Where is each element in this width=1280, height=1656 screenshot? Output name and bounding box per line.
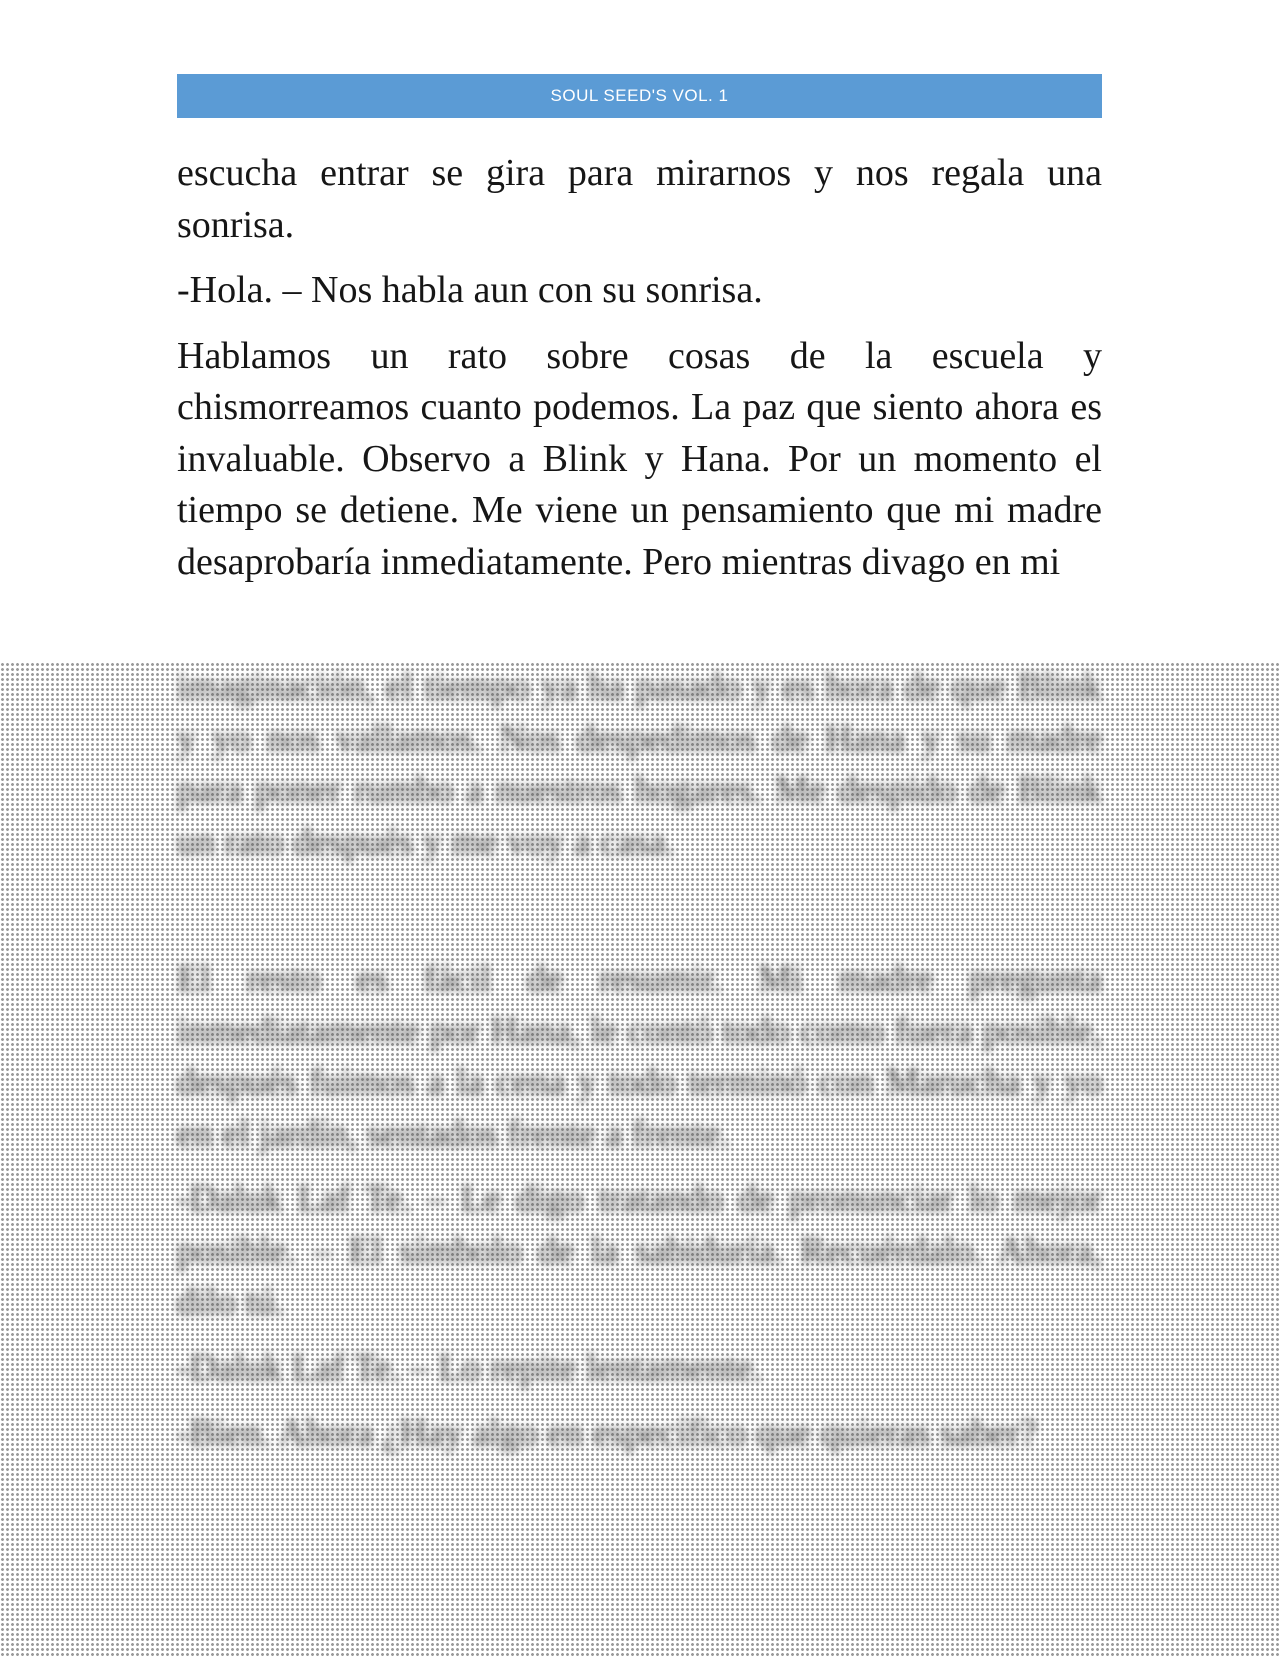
paragraph: -Hola. – Nos habla aun con su sonrisa. <box>177 269 763 311</box>
paragraph-gap <box>177 882 1102 954</box>
body-text <box>177 148 1102 602</box>
paragraph: escucha entrar se gira para mirarnos y nos regala una sonrisa. <box>177 152 1102 246</box>
header-title: SOUL SEED'S VOL. 1 <box>550 86 729 105</box>
blurred-paragraph: -Bien. Ahora ¿Hay algo en específico que quieras saber? <box>177 1412 1037 1454</box>
paragraph: Hablamos un rato sobre cosas de la escuela y chismorreamos cuanto podemos. La paz que siento ahora es invaluable. Observo a Blink y Hana. Por un momento el tiempo se detiene. Me viene un pensamiento que mi madre desaprobaría inmediatamente. Pero mientras divago en mi <box>177 334 1102 583</box>
blurred-paragraph: imaginación, el tiempo ya ha pasado y es hora de que Blink y yo nos vallamos. Nos despedimos de Hana y su madre para poner rumbo a nuestros hogares. Me despido de Blink un rato después y me voy a casa. <box>177 666 1102 863</box>
preview-blur-overlay <box>0 662 1280 1656</box>
blurred-paragraph: -Daluk Laf Te. – Lo repite lentamente. <box>177 1346 763 1389</box>
blurred-paragraph: El resto es fácil de resumir. Mi madre pregunta inmediatamente por Hana, le contó todo como fuera posible, después fuimos a la cena y todo terminó con Marucha y yo en el jardín, sentados frente a frente. <box>177 958 1102 1155</box>
blurred-text <box>177 662 1102 1474</box>
running-header <box>177 74 1102 118</box>
blurred-paragraph: -Daluk Laf Te. – Le digo tratando de pronunciar lo mejor posible. – El símbolo de la sabiduría. Recuérdalo. Ahora, dilo tú. <box>177 1178 1102 1323</box>
